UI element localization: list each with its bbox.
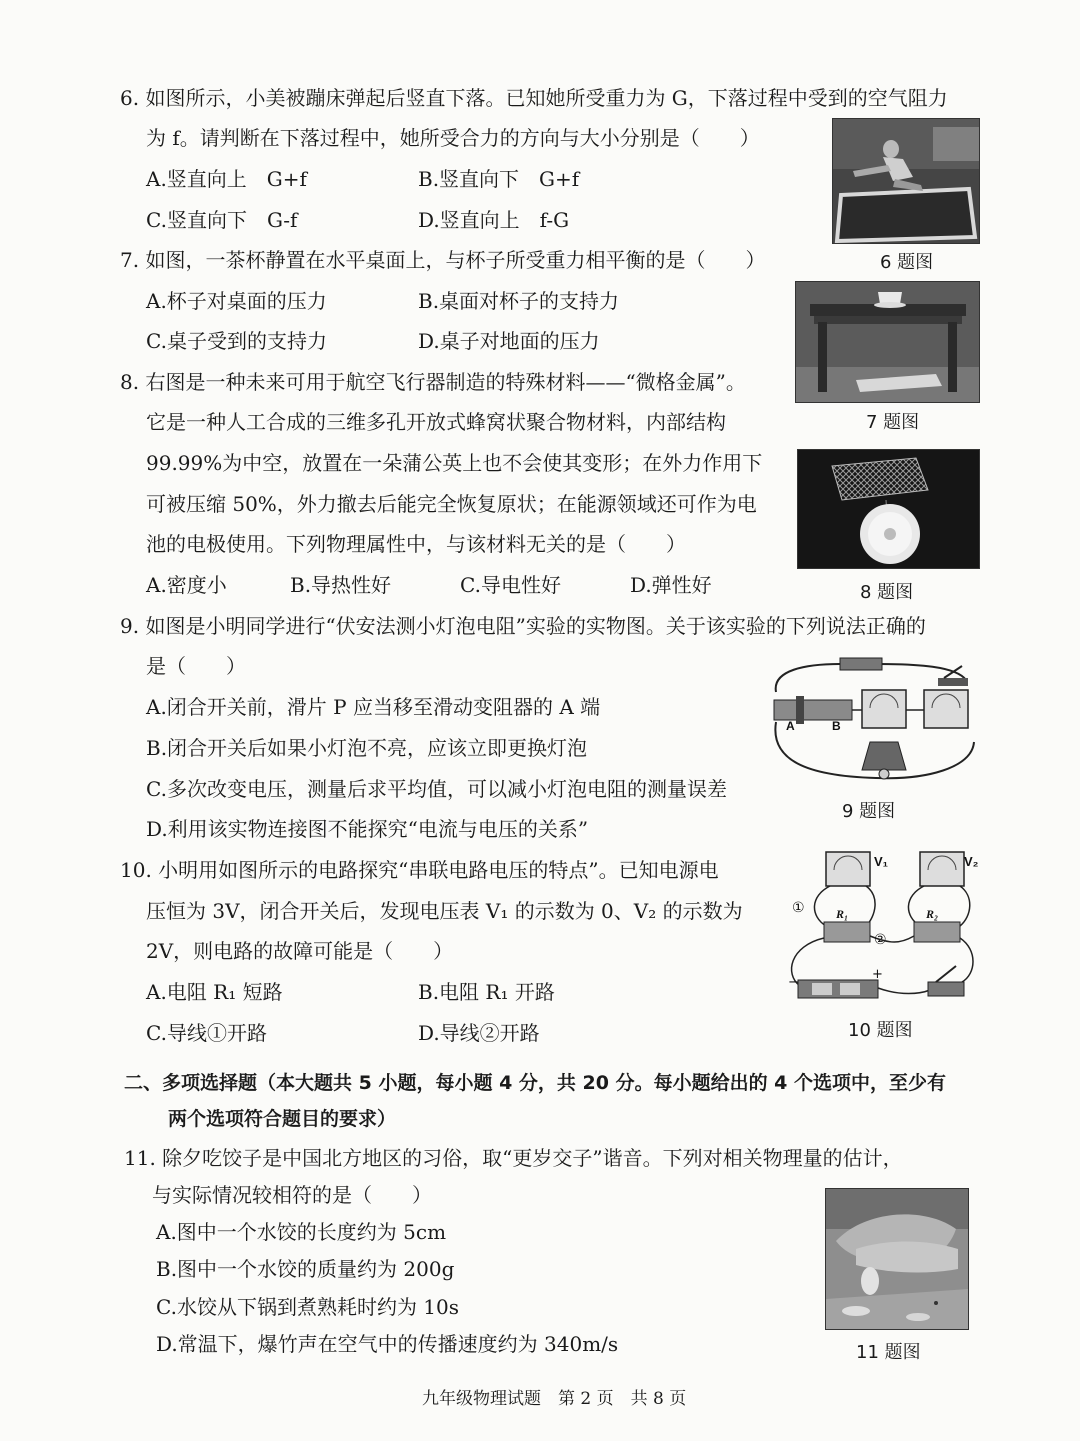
q10-stem-line3: 2V，则电路的故障可能是（ ） bbox=[146, 939, 454, 963]
q6-option-d: D.竖直向上 f-G bbox=[418, 208, 570, 232]
q11-option-a: A.图中一个水饺的长度约为 5cm bbox=[156, 1220, 447, 1244]
q10-label-v2: V₂ bbox=[964, 854, 979, 869]
q8-stem-line2: 它是一种人工合成的三维多孔开放式蜂窝状聚合物材料，内部结构 bbox=[146, 410, 726, 434]
q7-table-cup-photo bbox=[795, 281, 980, 403]
q9-caption: 9 题图 bbox=[842, 801, 896, 822]
q11-option-d: D.常温下，爆竹声在空气中的传播速度约为 340m/s bbox=[156, 1332, 619, 1356]
q6-option-a: A.竖直向上 G+f bbox=[146, 167, 307, 191]
q9-option-a: A.闭合开关前，滑片 P 应当移至滑动变阻器的 A 端 bbox=[146, 695, 601, 719]
q10-label-wire2: ② bbox=[874, 932, 887, 948]
q6-caption: 6 题图 bbox=[880, 252, 934, 273]
q11-option-b: B.图中一个水饺的质量约为 200g bbox=[156, 1257, 455, 1281]
q9-stem-line1: 9. 如图是小明同学进行“伏安法测小灯泡电阻”实验的实物图。关于该实验的下列说法正确的 bbox=[120, 614, 926, 638]
q9-label-a: A bbox=[786, 719, 795, 733]
q10-label-plus: + bbox=[872, 967, 883, 982]
q8-stem-line3: 99.99%为中空，放置在一朵蒲公英上也不会使其变形；在外力作用下 bbox=[146, 451, 763, 475]
q7-stem-line1: 7. 如图，一茶杯静置在水平桌面上，与杯子所受重力相平衡的是（ ） bbox=[120, 248, 766, 272]
q9-stem-line2: 是（ ） bbox=[146, 654, 246, 678]
q8-stem-line1: 8. 右图是一种未来可用于航空飞行器制造的特殊材料——“微格金属”。 bbox=[120, 370, 746, 394]
q10-option-c: C.导线①开路 bbox=[146, 1021, 267, 1045]
q11-caption: 11 题图 bbox=[856, 1342, 921, 1363]
q7-option-b: B.桌面对杯子的支持力 bbox=[418, 289, 620, 313]
q10-option-b: B.电阻 R₁ 开路 bbox=[418, 980, 555, 1004]
q9-option-c: C.多次改变电压，测量后求平均值，可以减小灯泡电阻的测量误差 bbox=[146, 777, 727, 801]
q6-trampoline-photo bbox=[832, 118, 980, 244]
q9-option-d: D.利用该实物连接图不能探究“电流与电压的关系” bbox=[146, 817, 589, 841]
q10-option-d: D.导线②开路 bbox=[418, 1021, 540, 1045]
q7-option-d: D.桌子对地面的压力 bbox=[418, 329, 600, 353]
q8-option-a: A.密度小 bbox=[146, 573, 227, 597]
q10-label-r1: R₁ bbox=[836, 907, 849, 921]
section2-heading-line1: 二、多项选择题（本大题共 5 小题，每小题 4 分，共 20 分。每小题给出的 4 个选项中，至少有 bbox=[124, 1072, 947, 1094]
q7-option-c: C.桌子受到的支持力 bbox=[146, 329, 327, 353]
q11-stem-line1: 11. 除夕吃饺子是中国北方地区的习俗，取“更岁交子”谐音。下列对相关物理量的估计， bbox=[124, 1146, 903, 1170]
q10-label-r2: R₂ bbox=[926, 907, 939, 921]
q8-option-c: C.导电性好 bbox=[460, 573, 561, 597]
q6-option-c: C.竖直向下 G-f bbox=[146, 208, 298, 232]
q11-stem-line2: 与实际情况较相符的是（ ） bbox=[152, 1183, 432, 1207]
section2-heading-line2: 两个选项符合题目的要求） bbox=[168, 1108, 397, 1130]
q10-label-wire1: ① bbox=[792, 900, 805, 916]
q10-option-a: A.电阻 R₁ 短路 bbox=[146, 980, 283, 1004]
q9-option-b: B.闭合开关后如果小灯泡不亮，应该立即更换灯泡 bbox=[146, 736, 588, 760]
q9-circuit-diagram bbox=[766, 650, 980, 790]
page-footer: 九年级物理试题 第 2 页 共 8 页 bbox=[422, 1389, 687, 1409]
q7-option-a: A.杯子对桌面的压力 bbox=[146, 289, 327, 313]
q10-label-minus: − bbox=[788, 975, 799, 990]
q10-stem-line2: 压恒为 3V，闭合开关后，发现电压表 V₁ 的示数为 0、V₂ 的示数为 bbox=[146, 899, 743, 923]
q8-microlattice-photo bbox=[797, 449, 980, 569]
q10-label-v1: V₁ bbox=[874, 854, 889, 869]
q8-option-d: D.弹性好 bbox=[630, 573, 712, 597]
q6-option-b: B.竖直向下 G+f bbox=[418, 167, 580, 191]
q10-stem-line1: 10. 小明用如图所示的电路探究“串联电路电压的特点”。已知电源电 bbox=[120, 858, 719, 882]
q9-label-b: B bbox=[832, 719, 841, 733]
q8-stem-line4: 可被压缩 50%，外力撤去后能完全恢复原状；在能源领域还可作为电 bbox=[146, 492, 757, 516]
q11-option-c: C.水饺从下锅到煮熟耗时约为 10s bbox=[156, 1295, 460, 1319]
q8-caption: 8 题图 bbox=[860, 582, 914, 603]
q7-caption: 7 题图 bbox=[866, 412, 920, 433]
q8-option-b: B.导热性好 bbox=[290, 573, 392, 597]
q6-stem-line2: 为 f。请判断在下落过程中，她所受合力的方向与大小分别是（ ） bbox=[146, 126, 760, 150]
q8-stem-line5: 池的电极使用。下列物理属性中，与该材料无关的是（ ） bbox=[146, 532, 686, 556]
q6-stem-line1: 6. 如图所示，小美被蹦床弹起后竖直下落。已知她所受重力为 G，下落过程中受到的空气阻力 bbox=[120, 86, 948, 110]
q10-series-circuit-diagram bbox=[780, 846, 980, 1006]
q10-caption: 10 题图 bbox=[848, 1020, 913, 1041]
q11-dumpling-photo bbox=[825, 1188, 969, 1330]
